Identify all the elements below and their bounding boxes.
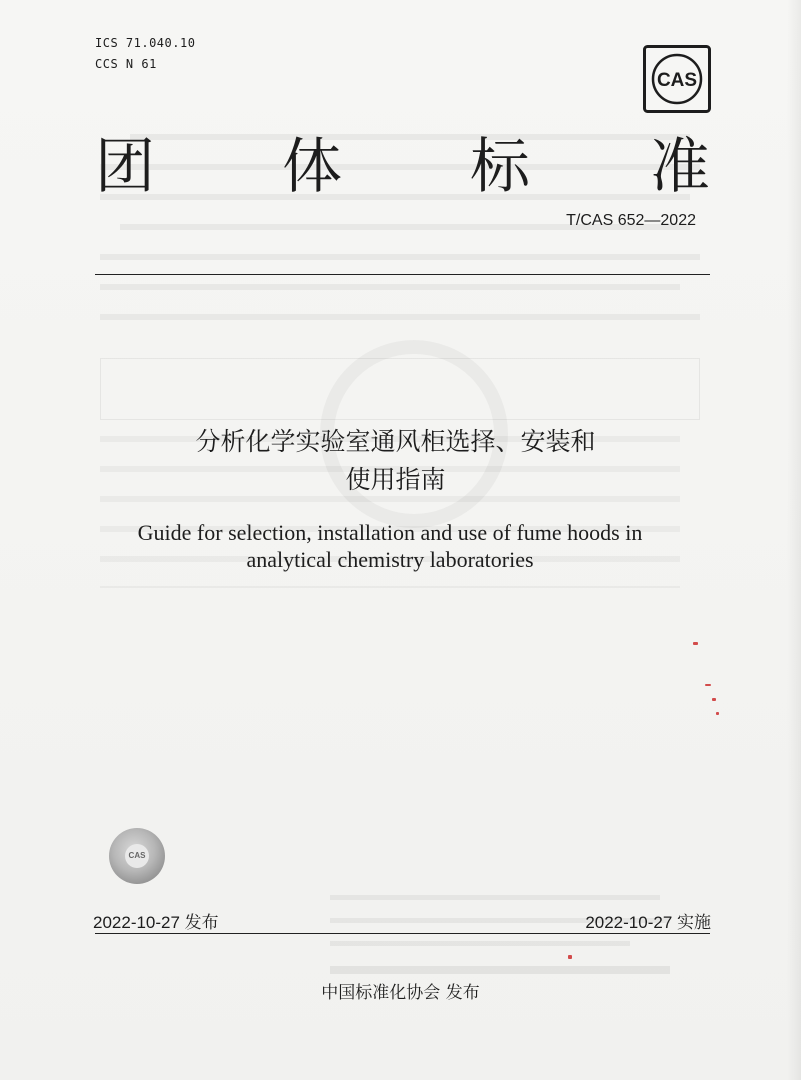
implement-date: 2022-10-27 实施 (585, 913, 711, 932)
standard-number: T/CAS 652—2022 (566, 212, 696, 229)
title-char-3: 标 (470, 132, 530, 202)
ink-speck (568, 955, 572, 959)
cas-logo-icon (643, 45, 711, 113)
en-title-line-2: analytical chemistry laboratories (246, 547, 534, 572)
ink-speck (693, 642, 698, 645)
cn-title-line-1: 分析化学实验室通风柜选择、安装和 (195, 427, 596, 456)
title-char-4: 准 (650, 132, 710, 202)
hologram-seal (109, 828, 165, 884)
title-char-1: 团 (95, 132, 155, 202)
publish-date: 2022-10-27 发布 (93, 913, 219, 932)
ics-code: ICS 71.040.10 (95, 36, 196, 50)
ccs-code: CCS N 61 (95, 57, 157, 71)
footer-divider (95, 933, 710, 934)
hologram-text: CAS (125, 844, 149, 868)
header-divider (95, 274, 710, 275)
title-char-2: 体 (282, 132, 342, 202)
en-title-line-1: Guide for selection, installation and use of fume hoods in (137, 520, 643, 545)
classification-codes (95, 33, 195, 75)
ink-speck (705, 684, 711, 686)
bleed-through-footer-lines (330, 895, 680, 975)
ink-speck (712, 698, 716, 701)
cas-logo-text: CAS (656, 70, 698, 91)
bleed-through-lines (100, 128, 700, 588)
ink-speck (716, 712, 719, 715)
publisher: 中国标准化协会 发布 (321, 983, 480, 1003)
page-edge-shadow (787, 0, 801, 1080)
cn-title-line-2: 使用指南 (345, 465, 446, 494)
